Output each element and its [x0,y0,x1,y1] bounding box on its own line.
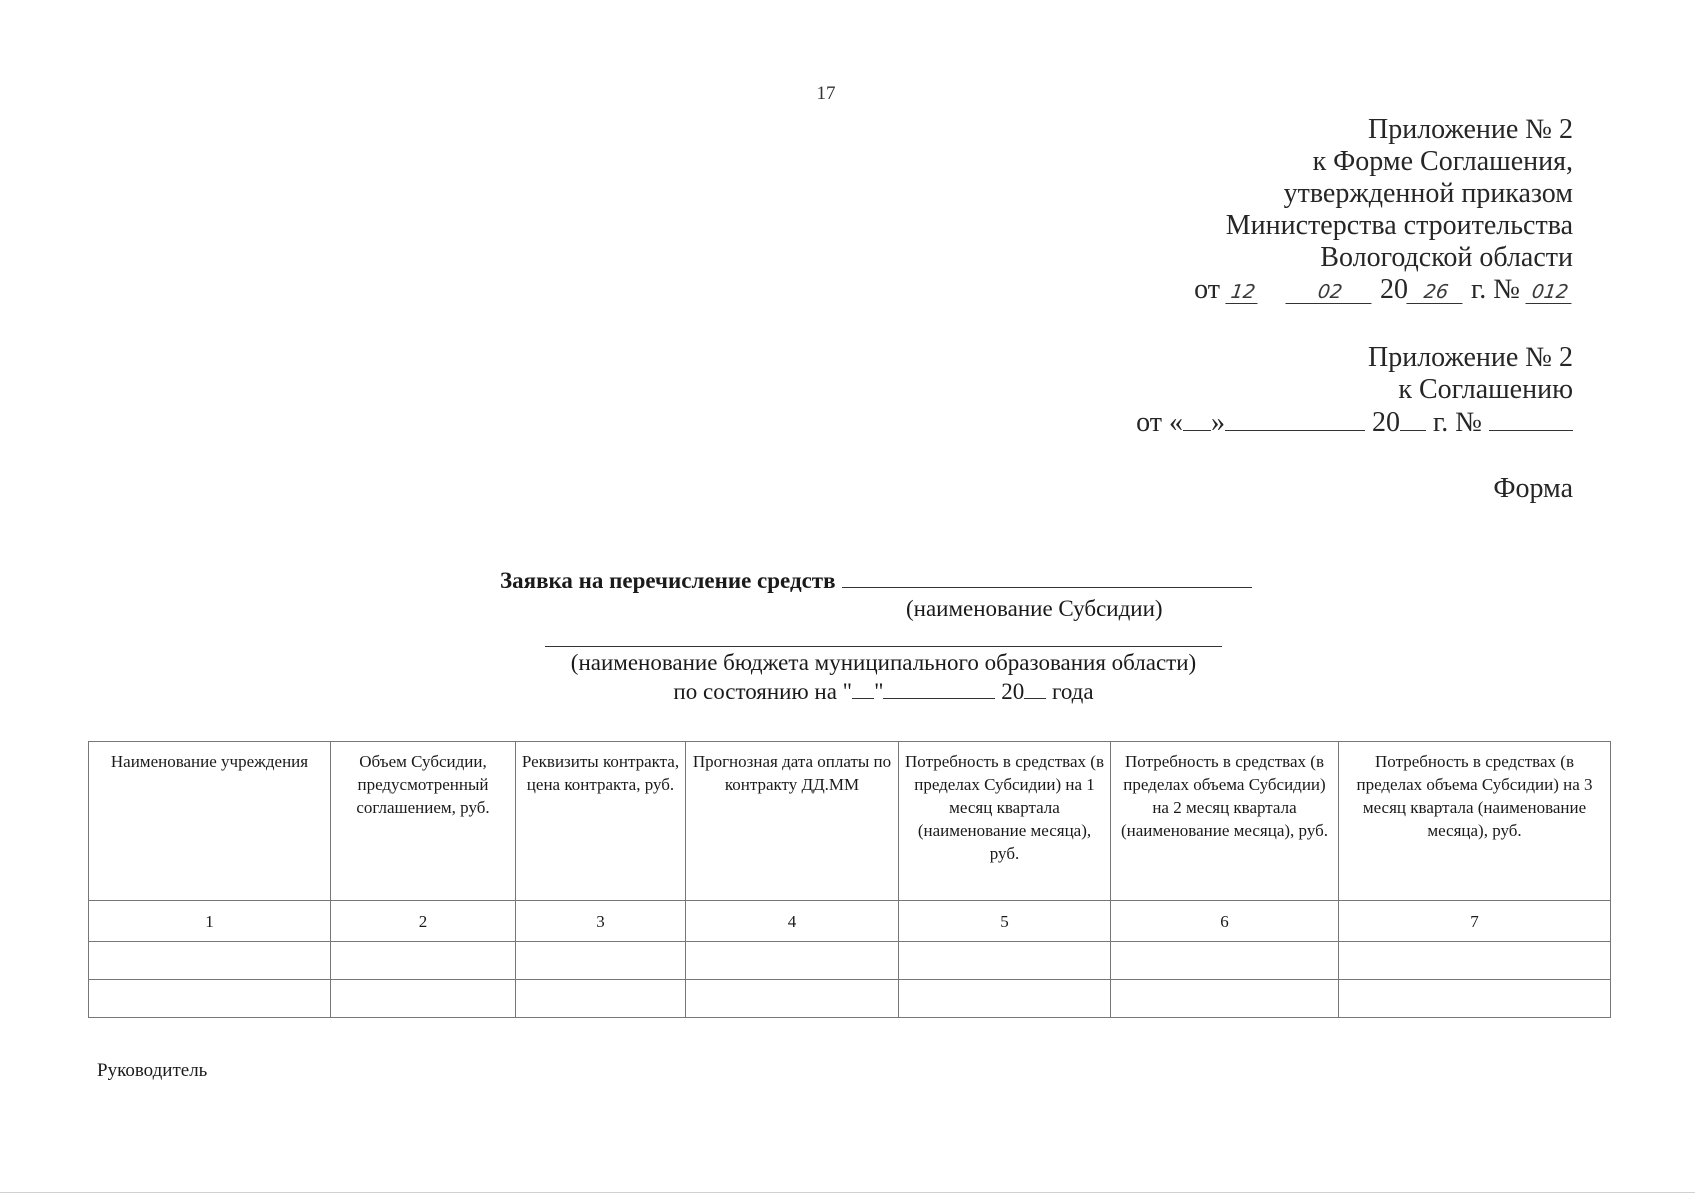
agreement-date-middle: » [1210,407,1225,438]
appendix-order-date-line [1194,274,1573,306]
table-cell [89,942,331,980]
table-cell [89,980,331,1018]
as-of-quote: " [874,679,884,704]
table-cell [516,942,686,980]
appendix-ministry-line: Министерства строительства [1225,210,1573,241]
request-title: Заявка на перечисление средств [500,568,836,593]
header-need-month-1: Потребность в средствах (в пределах Субсидии) на 1 месяц квартала (наименование месяца), руб. [899,742,1111,901]
agreement-date-prefix: от « [1136,407,1183,438]
handwritten-order-number: 012 [1525,281,1574,304]
column-number: 4 [686,901,899,942]
table-header-row [89,742,1611,901]
agreement-reference-line: к Соглашению [1398,374,1573,405]
column-number: 7 [1339,901,1611,942]
agreement-appendix-title: Приложение № 2 [1368,342,1573,373]
as-of-year-prefix: 20 [1001,679,1025,704]
request-table [88,741,1611,1018]
page-number: 17 [816,83,836,104]
table-row [89,980,1611,1018]
header-subsidy-volume: Объем Субсидии, предусмотренный соглашением, руб. [331,742,516,901]
column-number-row [89,901,1611,942]
appendix-title: Приложение № 2 [1368,114,1573,145]
handwritten-month: 02 [1285,281,1374,304]
agreement-date-line [1136,406,1573,439]
appendix-approval-line: утвержденной приказом [1283,178,1573,209]
table-cell [516,980,686,1018]
column-number: 3 [516,901,686,942]
table-cell [1339,942,1611,980]
table-cell [331,980,516,1018]
as-of-prefix: по состоянию на " [673,679,853,704]
form-label: Форма [1493,473,1573,504]
date-prefix: от [1194,274,1220,305]
as-of-day-blank [852,678,874,699]
header-need-month-3: Потребность в средствах (в пределах объема Субсидии) на 3 месяц квартала (наименование месяца), руб. [1339,742,1611,901]
month-blank [1225,406,1365,431]
appendix-to-form-block [1194,114,1573,306]
as-of-year-blank [1024,678,1046,699]
table-cell [1111,942,1339,980]
appendix-reference-line: к Форме Соглашения, [1312,146,1573,177]
page-bottom-rule [0,1192,1695,1193]
budget-caption: (наименование бюджета муниципального образования области) [570,650,1197,675]
table-cell [899,980,1111,1018]
agreement-year-prefix: 20 [1371,407,1400,438]
header-institution-name: Наименование учреждения [89,742,331,901]
table-cell [1339,980,1611,1018]
table-cell [686,980,899,1018]
column-number: 6 [1111,901,1339,942]
year-prefix: 20 [1379,274,1408,305]
appendix-region-line: Вологодской области [1320,242,1573,273]
as-of-suffix: года [1051,679,1094,704]
table-cell [899,942,1111,980]
column-number: 1 [89,901,331,942]
subsidy-name-blank [842,567,1252,588]
order-number-prefix: г. № [1470,274,1520,305]
budget-name-blank [545,646,1222,647]
table-cell [686,942,899,980]
handwritten-day: 12 [1225,281,1260,304]
table-cell [1111,980,1339,1018]
column-number: 2 [331,901,516,942]
year-blank [1400,406,1426,431]
column-number: 5 [899,901,1111,942]
request-title-line [500,567,1252,594]
as-of-date-line [545,678,1222,705]
table-cell [331,942,516,980]
number-blank [1489,406,1573,431]
appendix-to-agreement-block [1136,342,1573,439]
day-blank [1183,406,1211,431]
handwritten-year: 26 [1406,281,1465,304]
header-need-month-2: Потребность в средствах (в пределах объема Субсидии) на 2 месяц квартала (наименование месяца), руб. [1111,742,1339,901]
signature-label: Руководитель [97,1060,208,1081]
header-payment-date: Прогнозная дата оплаты по контракту ДД.ММ [686,742,899,901]
subsidy-caption: (наименование Субсидии) [906,596,1163,621]
header-contract-details: Реквизиты контракта, цена контракта, руб. [516,742,686,901]
agreement-number-prefix: г. № [1432,407,1482,438]
as-of-month-blank [883,678,995,699]
table-row [89,942,1611,980]
